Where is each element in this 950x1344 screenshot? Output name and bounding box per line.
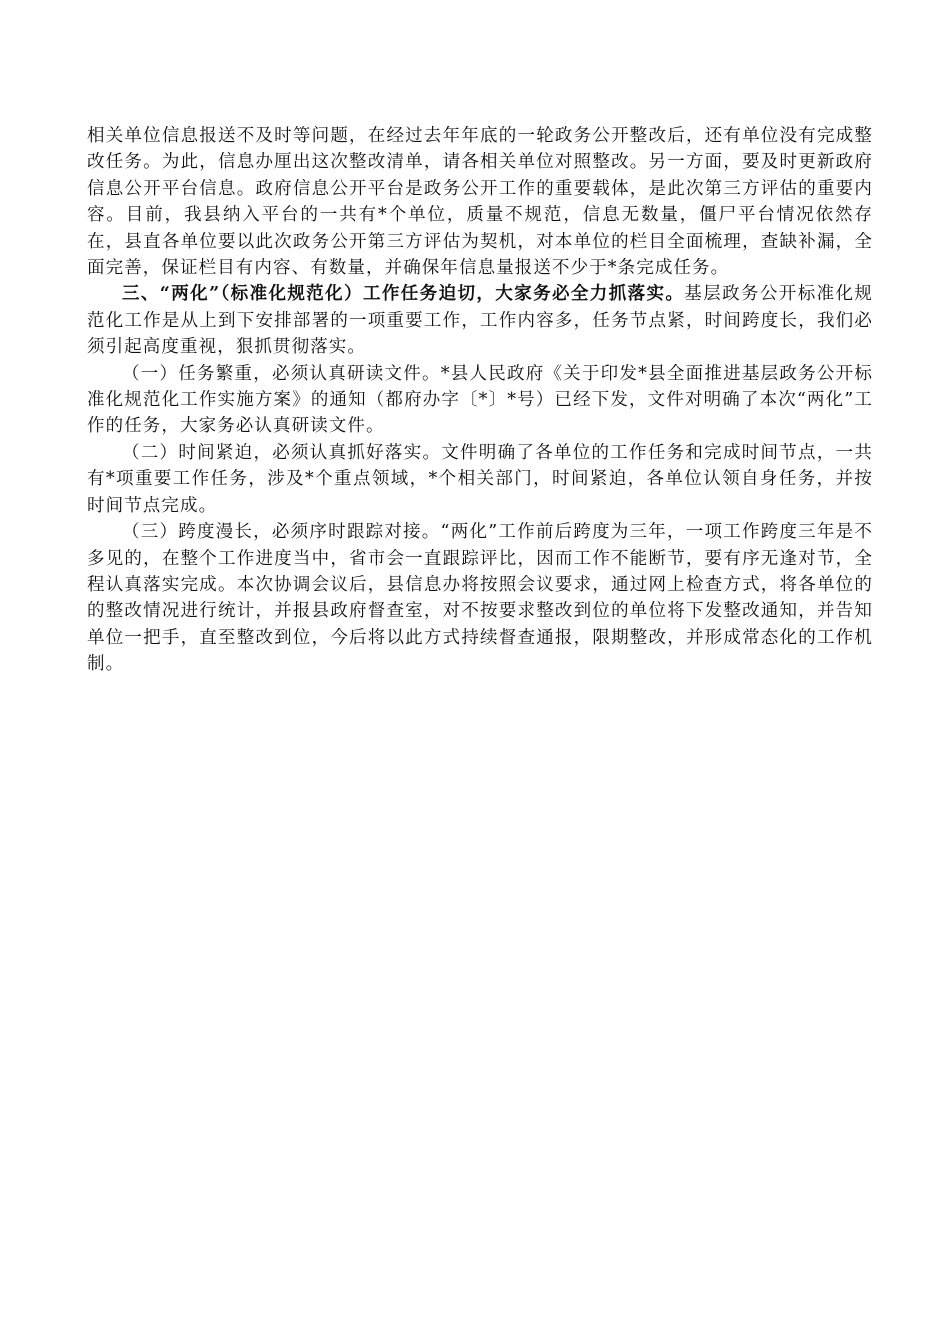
paragraph-text: （二）时间紧迫，必须认真抓好落实。文件明确了各单位的工作任务和完成时间节点，一共有*项重要工作任务，涉及*个重点领域，*个相关部门，时间紧迫，各单位认领自身任务，并按时间节点完成。 [87,442,873,516]
paragraph-text: （一）任务繁重，必须认真研读文件。*县人民政府《关于印发*县全面推进基层政务公开标准化规范化工作实施方案》的通知（都府办字〔*〕*号）已经下发，文件对明确了本次“两化”工作的任务，大家务必认真研读文件。 [87,363,873,437]
paragraph-text: 相关单位信息报送不及时等问题，在经过去年年底的一轮政务公开整改后，还有单位没有完成整改任务。为此，信息办厘出这次整改清单，请各相关单位对照整改。另一方面，要及时更新政府信息公开平台信息。政府信息公开平台是政务公开工作的重要载体，是此次第三方评估的重要内容。目前，我县纳入平台的一共有*个单位，质量不规范，信息无数量，僵尸平台情况依然存在，县直各单位要以此次政务公开第三方评估为契机，对本单位的栏目全面梳理，查缺补漏，全面完善，保证栏目有内容、有数量，并确保年信息量报送不少于*条完成任务。 [87,126,873,279]
document-page [87,123,873,678]
paragraph-item-one [87,361,873,440]
paragraph-text: （三）跨度漫长，必须序时跟踪对接。“两化”工作前后跨度为三年，一项工作跨度三年是不多见的，在整个工作进度当中，省市会一直跟踪评比，因而工作不能断节，要有序无逢对节，全程认真落实完成。本次协调会议后，县信息办将按照会议要求，通过网上检查方式，将各单位的的整改情况进行统计，并报县政府督查室，对不按要求整改到位的单位将下发整改通知，并告知单位一把手，直至整改到位，今后将以此方式持续督查通报，限期整改，并形成常态化的工作机制。 [87,522,873,675]
paragraph-item-three [87,519,873,677]
paragraph-item-two [87,440,873,519]
paragraph-section-three [87,281,873,360]
paragraph-continuation [87,123,873,281]
paragraph-text: 基层政务公开标准化规范化工作是从上到下安排部署的一项重要工作，工作内容多，任务节点紧，时间跨度长，我们必须引起高度重视，狠抓贯彻落实。 [87,284,873,358]
section-heading: 三、“两化”（标准化规范化）工作任务迫切，大家务必全力抓落实。 [122,284,685,305]
